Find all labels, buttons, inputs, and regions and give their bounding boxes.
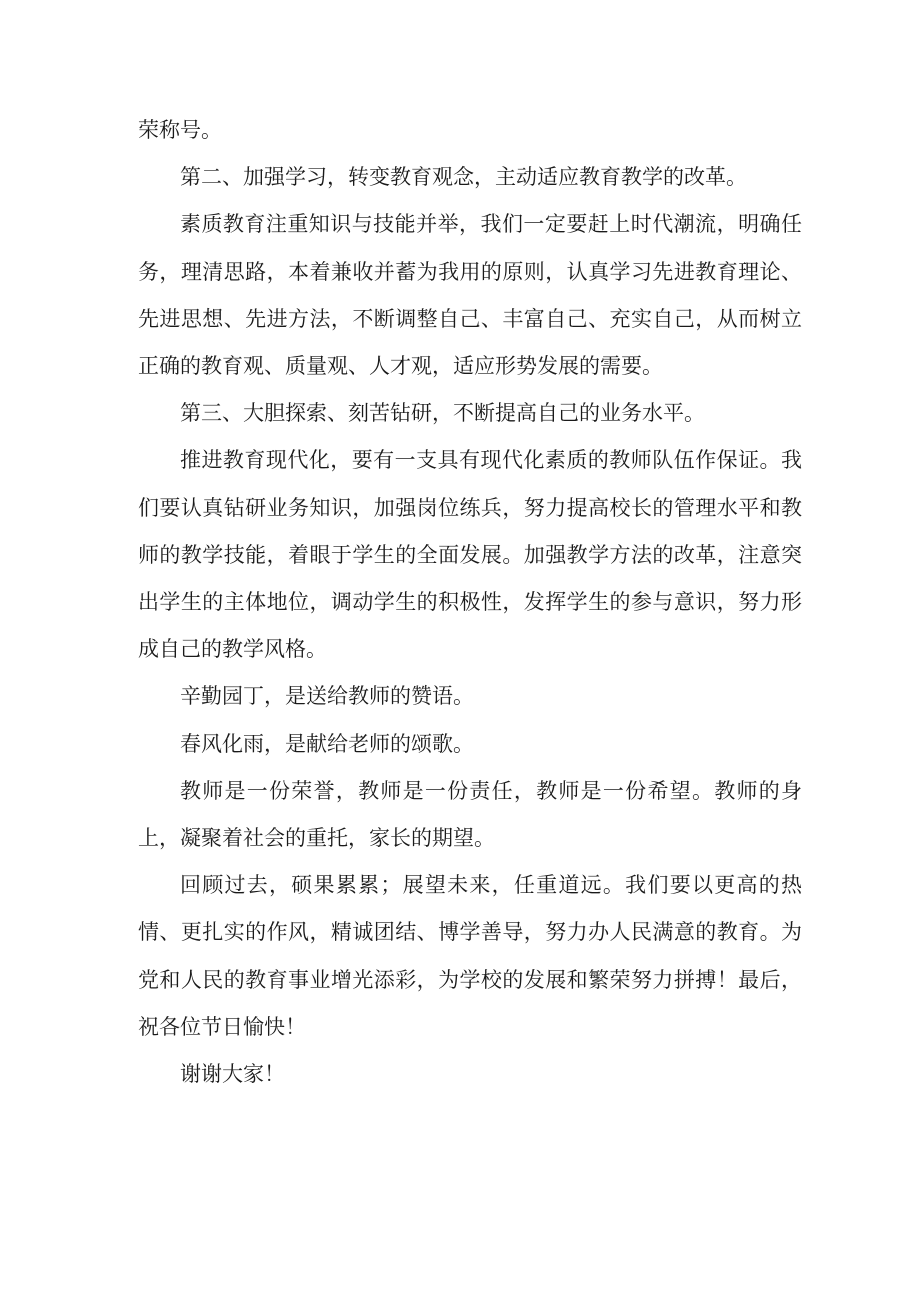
paragraph-gardener: 辛勤园丁，是送给教师的赞语。 — [180, 684, 474, 709]
paragraph-spring-breeze: 春风化雨，是献给老师的颂歌。 — [180, 731, 474, 756]
paragraph-heading-second: 第二、加强学习，转变教育观念，主动适应教育教学的改革。 — [180, 165, 747, 190]
paragraph-looking-back: 回顾过去，硕果累累；展望未来，任重道远。我们要以更高的热情、更扎实的作风，精诚团结、博学善导，努力办人民满意的教育。为党和人民的教育事业增光添彩，为学校的发展和繁荣努力拼搏！最后，祝各位节日愉快！ — [138, 873, 802, 1039]
paragraph-continuation: 荣称号。 — [138, 118, 222, 142]
paragraph-quality-education: 素质教育注重知识与技能并举，我们一定要赶上时代潮流，明确任务，理清思路，本着兼收并蓄为我用的原则，认真学习先进教育理论、先进思想、先进方法，不断调整自己、丰富自己、充实自己，从而树立正确的教育观、质量观、人才观，适应形势发展的需要。 — [138, 212, 802, 379]
paragraph-thanks: 谢谢大家！ — [180, 1062, 285, 1087]
paragraph-teacher-honor: 教师是一份荣誉，教师是一份责任，教师是一份希望。教师的身上，凝聚着社会的重托，家长的期望。 — [138, 778, 802, 851]
paragraph-modernization: 推进教育现代化，要有一支具有现代化素质的教师队伍作保证。我们要认真钻研业务知识，加强岗位练兵，努力提高校长的管理水平和教师的教学技能，着眼于学生的全面发展。加强教学方法的改革，注意突出学生的主体地位，调动学生的积极性，发挥学生的参与意识，努力形成自己的教学风格。 — [138, 448, 802, 662]
document-body — [138, 107, 802, 1098]
paragraph-heading-third: 第三、大胆探索、刻苦钻研，不断提高自己的业务水平。 — [180, 401, 705, 426]
